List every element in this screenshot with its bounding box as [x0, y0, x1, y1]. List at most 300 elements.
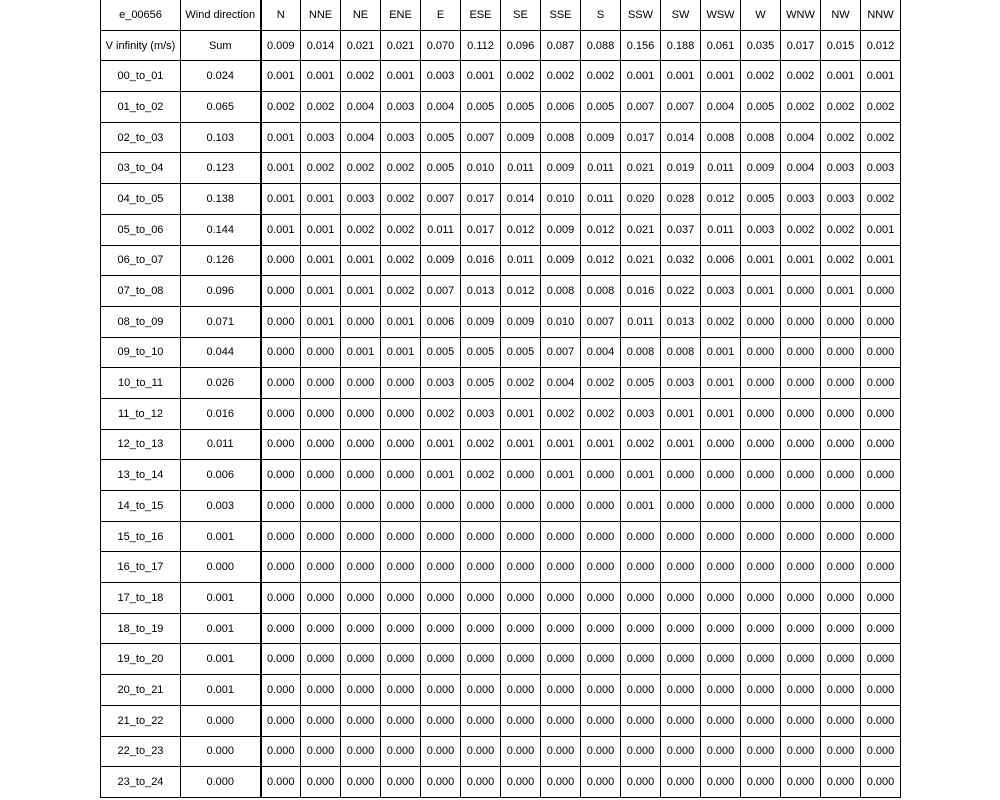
- frequency-cell: 0.005: [581, 92, 621, 123]
- frequency-cell: 0.000: [261, 429, 301, 460]
- frequency-cell: 0.000: [581, 705, 621, 736]
- frequency-cell: 0.000: [381, 521, 421, 552]
- frequency-cell: 0.000: [261, 491, 301, 522]
- frequency-cell: 0.000: [341, 705, 381, 736]
- frequency-cell: 0.007: [541, 337, 581, 368]
- frequency-cell: 0.000: [741, 306, 781, 337]
- frequency-cell: 0.001: [501, 398, 541, 429]
- frequency-cell: 0.000: [341, 398, 381, 429]
- frequency-cell: 0.004: [421, 92, 461, 123]
- direction-header-cell: E: [421, 0, 461, 30]
- frequency-cell: 0.000: [421, 583, 461, 614]
- frequency-cell: 0.000: [861, 552, 901, 583]
- frequency-cell: 0.000: [861, 337, 901, 368]
- frequency-cell: 0.000: [501, 736, 541, 767]
- frequency-cell: 0.000: [821, 675, 861, 706]
- frequency-cell: 0.000: [301, 675, 341, 706]
- frequency-cell: 0.000: [661, 521, 701, 552]
- frequency-cell: 0.000: [421, 675, 461, 706]
- frequency-cell: 0.000: [541, 491, 581, 522]
- frequency-cell: 0.001: [301, 214, 341, 245]
- frequency-cell: 0.001: [341, 276, 381, 307]
- frequency-cell: 0.000: [621, 552, 661, 583]
- frequency-cell: 0.000: [821, 705, 861, 736]
- frequency-cell: 0.007: [581, 306, 621, 337]
- speed-header: V infinity (m/s): [101, 30, 181, 61]
- speed-bin-label: 06_to_07: [101, 245, 181, 276]
- frequency-cell: 0.000: [741, 429, 781, 460]
- frequency-cell: 0.000: [541, 583, 581, 614]
- frequency-cell: 0.002: [581, 398, 621, 429]
- frequency-cell: 0.016: [461, 245, 501, 276]
- frequency-cell: 0.000: [501, 675, 541, 706]
- frequency-cell: 0.000: [341, 460, 381, 491]
- frequency-cell: 0.000: [461, 705, 501, 736]
- speed-bin-label: 00_to_01: [101, 61, 181, 92]
- frequency-cell: 0.000: [701, 705, 741, 736]
- frequency-cell: 0.009: [541, 153, 581, 184]
- frequency-cell: 0.001: [341, 337, 381, 368]
- frequency-cell: 0.000: [301, 398, 341, 429]
- frequency-cell: 0.012: [581, 214, 621, 245]
- frequency-cell: 0.000: [341, 306, 381, 337]
- frequency-cell: 0.000: [781, 429, 821, 460]
- frequency-cell: 0.000: [381, 705, 421, 736]
- frequency-cell: 0.000: [861, 429, 901, 460]
- frequency-cell: 0.000: [541, 767, 581, 798]
- frequency-cell: 0.000: [341, 368, 381, 399]
- frequency-cell: 0.000: [421, 552, 461, 583]
- header-row: [101, 0, 901, 30]
- frequency-cell: 0.000: [861, 767, 901, 798]
- frequency-cell: 0.001: [381, 306, 421, 337]
- frequency-cell: 0.001: [701, 368, 741, 399]
- speed-bin-label: 04_to_05: [101, 184, 181, 215]
- frequency-cell: 0.000: [301, 521, 341, 552]
- row-sum-cell: 0.001: [181, 583, 261, 614]
- frequency-cell: 0.005: [461, 337, 501, 368]
- frequency-cell: 0.000: [701, 460, 741, 491]
- frequency-cell: 0.000: [381, 675, 421, 706]
- frequency-cell: 0.004: [581, 337, 621, 368]
- speed-bin-label: 03_to_04: [101, 153, 181, 184]
- frequency-cell: 0.000: [501, 491, 541, 522]
- frequency-cell: 0.000: [301, 644, 341, 675]
- frequency-cell: 0.000: [701, 552, 741, 583]
- frequency-cell: 0.012: [501, 276, 541, 307]
- frequency-cell: 0.000: [581, 583, 621, 614]
- frequency-cell: 0.000: [261, 521, 301, 552]
- row-sum-cell: 0.000: [181, 552, 261, 583]
- frequency-cell: 0.002: [461, 460, 501, 491]
- speed-bin-label: 10_to_11: [101, 368, 181, 399]
- frequency-cell: 0.000: [861, 644, 901, 675]
- frequency-cell: 0.000: [341, 552, 381, 583]
- direction-sum-cell: 0.035: [741, 30, 781, 61]
- frequency-cell: 0.003: [421, 368, 461, 399]
- frequency-cell: 0.000: [381, 767, 421, 798]
- frequency-cell: 0.000: [741, 767, 781, 798]
- frequency-cell: 0.000: [341, 491, 381, 522]
- frequency-cell: 0.007: [461, 122, 501, 153]
- frequency-cell: 0.000: [821, 337, 861, 368]
- frequency-cell: 0.000: [261, 398, 301, 429]
- speed-bin-label: 23_to_24: [101, 767, 181, 798]
- row-sum-cell: 0.001: [181, 521, 261, 552]
- frequency-cell: 0.017: [461, 184, 501, 215]
- frequency-cell: 0.000: [461, 491, 501, 522]
- table-row: [101, 644, 901, 675]
- table-row: [101, 337, 901, 368]
- frequency-cell: 0.002: [861, 92, 901, 123]
- frequency-cell: 0.003: [341, 184, 381, 215]
- table-row: [101, 306, 901, 337]
- frequency-cell: 0.001: [261, 214, 301, 245]
- frequency-cell: 0.005: [421, 122, 461, 153]
- frequency-cell: 0.000: [341, 429, 381, 460]
- direction-header-cell: NW: [821, 0, 861, 30]
- frequency-cell: 0.000: [381, 736, 421, 767]
- frequency-cell: 0.001: [381, 337, 421, 368]
- frequency-cell: 0.001: [621, 460, 661, 491]
- table-row: [101, 122, 901, 153]
- table-row: [101, 153, 901, 184]
- direction-header-cell: N: [261, 0, 301, 30]
- direction-header-cell: NE: [341, 0, 381, 30]
- frequency-cell: 0.000: [581, 613, 621, 644]
- frequency-cell: 0.000: [501, 644, 541, 675]
- frequency-cell: 0.002: [741, 61, 781, 92]
- frequency-cell: 0.000: [341, 644, 381, 675]
- frequency-cell: 0.000: [741, 460, 781, 491]
- frequency-cell: 0.000: [341, 521, 381, 552]
- frequency-cell: 0.000: [781, 491, 821, 522]
- frequency-cell: 0.000: [741, 705, 781, 736]
- frequency-cell: 0.005: [421, 153, 461, 184]
- frequency-cell: 0.010: [541, 184, 581, 215]
- frequency-cell: 0.001: [661, 61, 701, 92]
- frequency-cell: 0.000: [421, 521, 461, 552]
- frequency-cell: 0.000: [261, 613, 301, 644]
- frequency-cell: 0.009: [421, 245, 461, 276]
- frequency-cell: 0.003: [821, 153, 861, 184]
- frequency-cell: 0.000: [741, 552, 781, 583]
- frequency-cell: 0.012: [581, 245, 621, 276]
- frequency-cell: 0.000: [781, 736, 821, 767]
- frequency-cell: 0.000: [821, 398, 861, 429]
- frequency-cell: 0.001: [461, 61, 501, 92]
- frequency-cell: 0.000: [821, 491, 861, 522]
- frequency-cell: 0.002: [381, 245, 421, 276]
- frequency-cell: 0.000: [541, 521, 581, 552]
- frequency-cell: 0.004: [341, 122, 381, 153]
- direction-sum-cell: 0.070: [421, 30, 461, 61]
- frequency-cell: 0.000: [741, 675, 781, 706]
- frequency-cell: 0.000: [461, 644, 501, 675]
- frequency-cell: 0.000: [461, 675, 501, 706]
- frequency-cell: 0.000: [861, 460, 901, 491]
- frequency-cell: 0.005: [621, 368, 661, 399]
- row-sum-cell: 0.103: [181, 122, 261, 153]
- frequency-cell: 0.014: [661, 122, 701, 153]
- frequency-cell: 0.004: [781, 122, 821, 153]
- frequency-cell: 0.000: [661, 613, 701, 644]
- row-sum-cell: 0.001: [181, 644, 261, 675]
- frequency-cell: 0.001: [261, 61, 301, 92]
- frequency-cell: 0.000: [261, 767, 301, 798]
- row-sum-cell: 0.026: [181, 368, 261, 399]
- frequency-cell: 0.000: [861, 705, 901, 736]
- frequency-cell: 0.000: [301, 705, 341, 736]
- frequency-cell: 0.003: [461, 398, 501, 429]
- frequency-cell: 0.000: [821, 429, 861, 460]
- frequency-cell: 0.001: [861, 214, 901, 245]
- row-sum-cell: 0.126: [181, 245, 261, 276]
- frequency-cell: 0.002: [821, 245, 861, 276]
- frequency-cell: 0.000: [821, 306, 861, 337]
- frequency-cell: 0.000: [661, 736, 701, 767]
- frequency-cell: 0.037: [661, 214, 701, 245]
- frequency-cell: 0.000: [341, 675, 381, 706]
- direction-header-cell: ENE: [381, 0, 421, 30]
- frequency-cell: 0.008: [661, 337, 701, 368]
- frequency-cell: 0.000: [861, 675, 901, 706]
- frequency-cell: 0.008: [741, 122, 781, 153]
- frequency-cell: 0.000: [621, 705, 661, 736]
- frequency-cell: 0.007: [661, 92, 701, 123]
- frequency-cell: 0.005: [461, 92, 501, 123]
- frequency-cell: 0.000: [621, 675, 661, 706]
- frequency-cell: 0.000: [581, 552, 621, 583]
- frequency-cell: 0.000: [821, 767, 861, 798]
- frequency-cell: 0.003: [741, 214, 781, 245]
- row-sum-cell: 0.011: [181, 429, 261, 460]
- frequency-cell: 0.000: [821, 521, 861, 552]
- direction-header-cell: SSW: [621, 0, 661, 30]
- frequency-cell: 0.000: [701, 613, 741, 644]
- frequency-cell: 0.000: [261, 705, 301, 736]
- frequency-cell: 0.000: [461, 736, 501, 767]
- frequency-cell: 0.001: [661, 398, 701, 429]
- frequency-cell: 0.000: [781, 613, 821, 644]
- direction-sum-cell: 0.017: [781, 30, 821, 61]
- frequency-cell: 0.022: [661, 276, 701, 307]
- direction-header-cell: ESE: [461, 0, 501, 30]
- frequency-cell: 0.001: [701, 61, 741, 92]
- frequency-cell: 0.000: [741, 736, 781, 767]
- frequency-cell: 0.000: [421, 767, 461, 798]
- frequency-cell: 0.000: [581, 675, 621, 706]
- frequency-cell: 0.003: [621, 398, 661, 429]
- speed-bin-label: 14_to_15: [101, 491, 181, 522]
- table-row: [101, 675, 901, 706]
- frequency-cell: 0.000: [501, 767, 541, 798]
- frequency-cell: 0.013: [661, 306, 701, 337]
- table-row: [101, 429, 901, 460]
- frequency-cell: 0.000: [381, 644, 421, 675]
- table-row: [101, 552, 901, 583]
- frequency-cell: 0.000: [261, 583, 301, 614]
- frequency-cell: 0.000: [261, 736, 301, 767]
- speed-bin-label: 13_to_14: [101, 460, 181, 491]
- frequency-cell: 0.001: [261, 184, 301, 215]
- wind-frequency-table: [100, 0, 901, 798]
- row-sum-cell: 0.006: [181, 460, 261, 491]
- frequency-cell: 0.005: [501, 92, 541, 123]
- row-sum-cell: 0.001: [181, 675, 261, 706]
- frequency-cell: 0.000: [861, 613, 901, 644]
- frequency-cell: 0.021: [621, 214, 661, 245]
- frequency-cell: 0.005: [421, 337, 461, 368]
- frequency-cell: 0.000: [861, 491, 901, 522]
- frequency-cell: 0.002: [821, 122, 861, 153]
- frequency-cell: 0.000: [301, 429, 341, 460]
- frequency-cell: 0.005: [741, 92, 781, 123]
- frequency-cell: 0.003: [381, 92, 421, 123]
- direction-sum-cell: 0.087: [541, 30, 581, 61]
- frequency-cell: 0.000: [661, 675, 701, 706]
- direction-sum-cell: 0.009: [261, 30, 301, 61]
- frequency-cell: 0.000: [781, 705, 821, 736]
- frequency-cell: 0.007: [421, 276, 461, 307]
- frequency-cell: 0.009: [541, 245, 581, 276]
- frequency-cell: 0.013: [461, 276, 501, 307]
- direction-sum-cell: 0.021: [381, 30, 421, 61]
- frequency-cell: 0.002: [341, 153, 381, 184]
- frequency-cell: 0.000: [661, 491, 701, 522]
- frequency-cell: 0.000: [581, 767, 621, 798]
- direction-sum-cell: 0.088: [581, 30, 621, 61]
- direction-header-cell: SSE: [541, 0, 581, 30]
- frequency-cell: 0.000: [741, 491, 781, 522]
- row-sum-cell: 0.065: [181, 92, 261, 123]
- frequency-cell: 0.000: [781, 276, 821, 307]
- frequency-cell: 0.000: [461, 583, 501, 614]
- frequency-cell: 0.000: [541, 705, 581, 736]
- frequency-cell: 0.000: [621, 521, 661, 552]
- frequency-cell: 0.000: [301, 613, 341, 644]
- frequency-cell: 0.004: [341, 92, 381, 123]
- frequency-cell: 0.001: [341, 245, 381, 276]
- frequency-cell: 0.004: [701, 92, 741, 123]
- frequency-cell: 0.000: [421, 644, 461, 675]
- frequency-cell: 0.000: [261, 337, 301, 368]
- frequency-cell: 0.002: [821, 92, 861, 123]
- direction-sum-cell: 0.015: [821, 30, 861, 61]
- frequency-cell: 0.016: [621, 276, 661, 307]
- frequency-cell: 0.003: [701, 276, 741, 307]
- frequency-cell: 0.002: [381, 276, 421, 307]
- frequency-cell: 0.000: [781, 552, 821, 583]
- frequency-cell: 0.006: [701, 245, 741, 276]
- frequency-cell: 0.000: [261, 675, 301, 706]
- frequency-cell: 0.000: [821, 736, 861, 767]
- speed-bin-label: 22_to_23: [101, 736, 181, 767]
- frequency-cell: 0.019: [661, 153, 701, 184]
- frequency-cell: 0.000: [701, 521, 741, 552]
- frequency-cell: 0.002: [341, 61, 381, 92]
- direction-sum-cell: 0.112: [461, 30, 501, 61]
- frequency-cell: 0.000: [781, 675, 821, 706]
- frequency-cell: 0.000: [461, 552, 501, 583]
- frequency-cell: 0.002: [501, 61, 541, 92]
- frequency-cell: 0.001: [821, 276, 861, 307]
- frequency-cell: 0.000: [821, 368, 861, 399]
- table-row: [101, 276, 901, 307]
- speed-bin-label: 19_to_20: [101, 644, 181, 675]
- frequency-cell: 0.002: [861, 184, 901, 215]
- sum-header: Sum: [181, 30, 261, 61]
- frequency-cell: 0.000: [501, 705, 541, 736]
- row-sum-cell: 0.003: [181, 491, 261, 522]
- frequency-cell: 0.000: [261, 306, 301, 337]
- frequency-cell: 0.000: [421, 491, 461, 522]
- frequency-cell: 0.001: [541, 429, 581, 460]
- speed-bin-label: 15_to_16: [101, 521, 181, 552]
- frequency-cell: 0.000: [501, 460, 541, 491]
- frequency-cell: 0.000: [861, 583, 901, 614]
- frequency-cell: 0.000: [821, 583, 861, 614]
- frequency-cell: 0.000: [661, 767, 701, 798]
- frequency-cell: 0.000: [381, 583, 421, 614]
- frequency-cell: 0.011: [501, 245, 541, 276]
- speed-bin-label: 07_to_08: [101, 276, 181, 307]
- row-sum-cell: 0.000: [181, 736, 261, 767]
- row-sum-cell: 0.001: [181, 613, 261, 644]
- frequency-cell: 0.001: [701, 398, 741, 429]
- frequency-cell: 0.000: [741, 521, 781, 552]
- frequency-cell: 0.000: [861, 306, 901, 337]
- frequency-cell: 0.007: [621, 92, 661, 123]
- frequency-cell: 0.001: [621, 491, 661, 522]
- frequency-cell: 0.000: [381, 368, 421, 399]
- frequency-cell: 0.000: [581, 736, 621, 767]
- frequency-cell: 0.014: [501, 184, 541, 215]
- frequency-cell: 0.000: [781, 767, 821, 798]
- frequency-cell: 0.000: [341, 613, 381, 644]
- frequency-cell: 0.005: [461, 368, 501, 399]
- frequency-cell: 0.001: [301, 184, 341, 215]
- direction-sum-cell: 0.188: [661, 30, 701, 61]
- frequency-cell: 0.002: [861, 122, 901, 153]
- direction-sum-cell: 0.156: [621, 30, 661, 61]
- frequency-cell: 0.009: [581, 122, 621, 153]
- frequency-cell: 0.020: [621, 184, 661, 215]
- frequency-cell: 0.003: [861, 153, 901, 184]
- row-sum-cell: 0.000: [181, 767, 261, 798]
- table-row: [101, 398, 901, 429]
- frequency-cell: 0.001: [701, 337, 741, 368]
- frequency-cell: 0.000: [781, 460, 821, 491]
- sum-row: [101, 30, 901, 61]
- frequency-cell: 0.000: [341, 583, 381, 614]
- frequency-cell: 0.008: [541, 122, 581, 153]
- frequency-cell: 0.000: [781, 368, 821, 399]
- table-row: [101, 460, 901, 491]
- frequency-cell: 0.000: [541, 675, 581, 706]
- frequency-cell: 0.000: [581, 491, 621, 522]
- frequency-cell: 0.000: [741, 644, 781, 675]
- frequency-cell: 0.001: [501, 429, 541, 460]
- frequency-cell: 0.001: [381, 61, 421, 92]
- direction-header-cell: W: [741, 0, 781, 30]
- frequency-cell: 0.011: [701, 153, 741, 184]
- frequency-cell: 0.000: [741, 398, 781, 429]
- frequency-cell: 0.009: [501, 306, 541, 337]
- frequency-cell: 0.000: [301, 460, 341, 491]
- frequency-cell: 0.000: [581, 460, 621, 491]
- direction-sum-cell: 0.014: [301, 30, 341, 61]
